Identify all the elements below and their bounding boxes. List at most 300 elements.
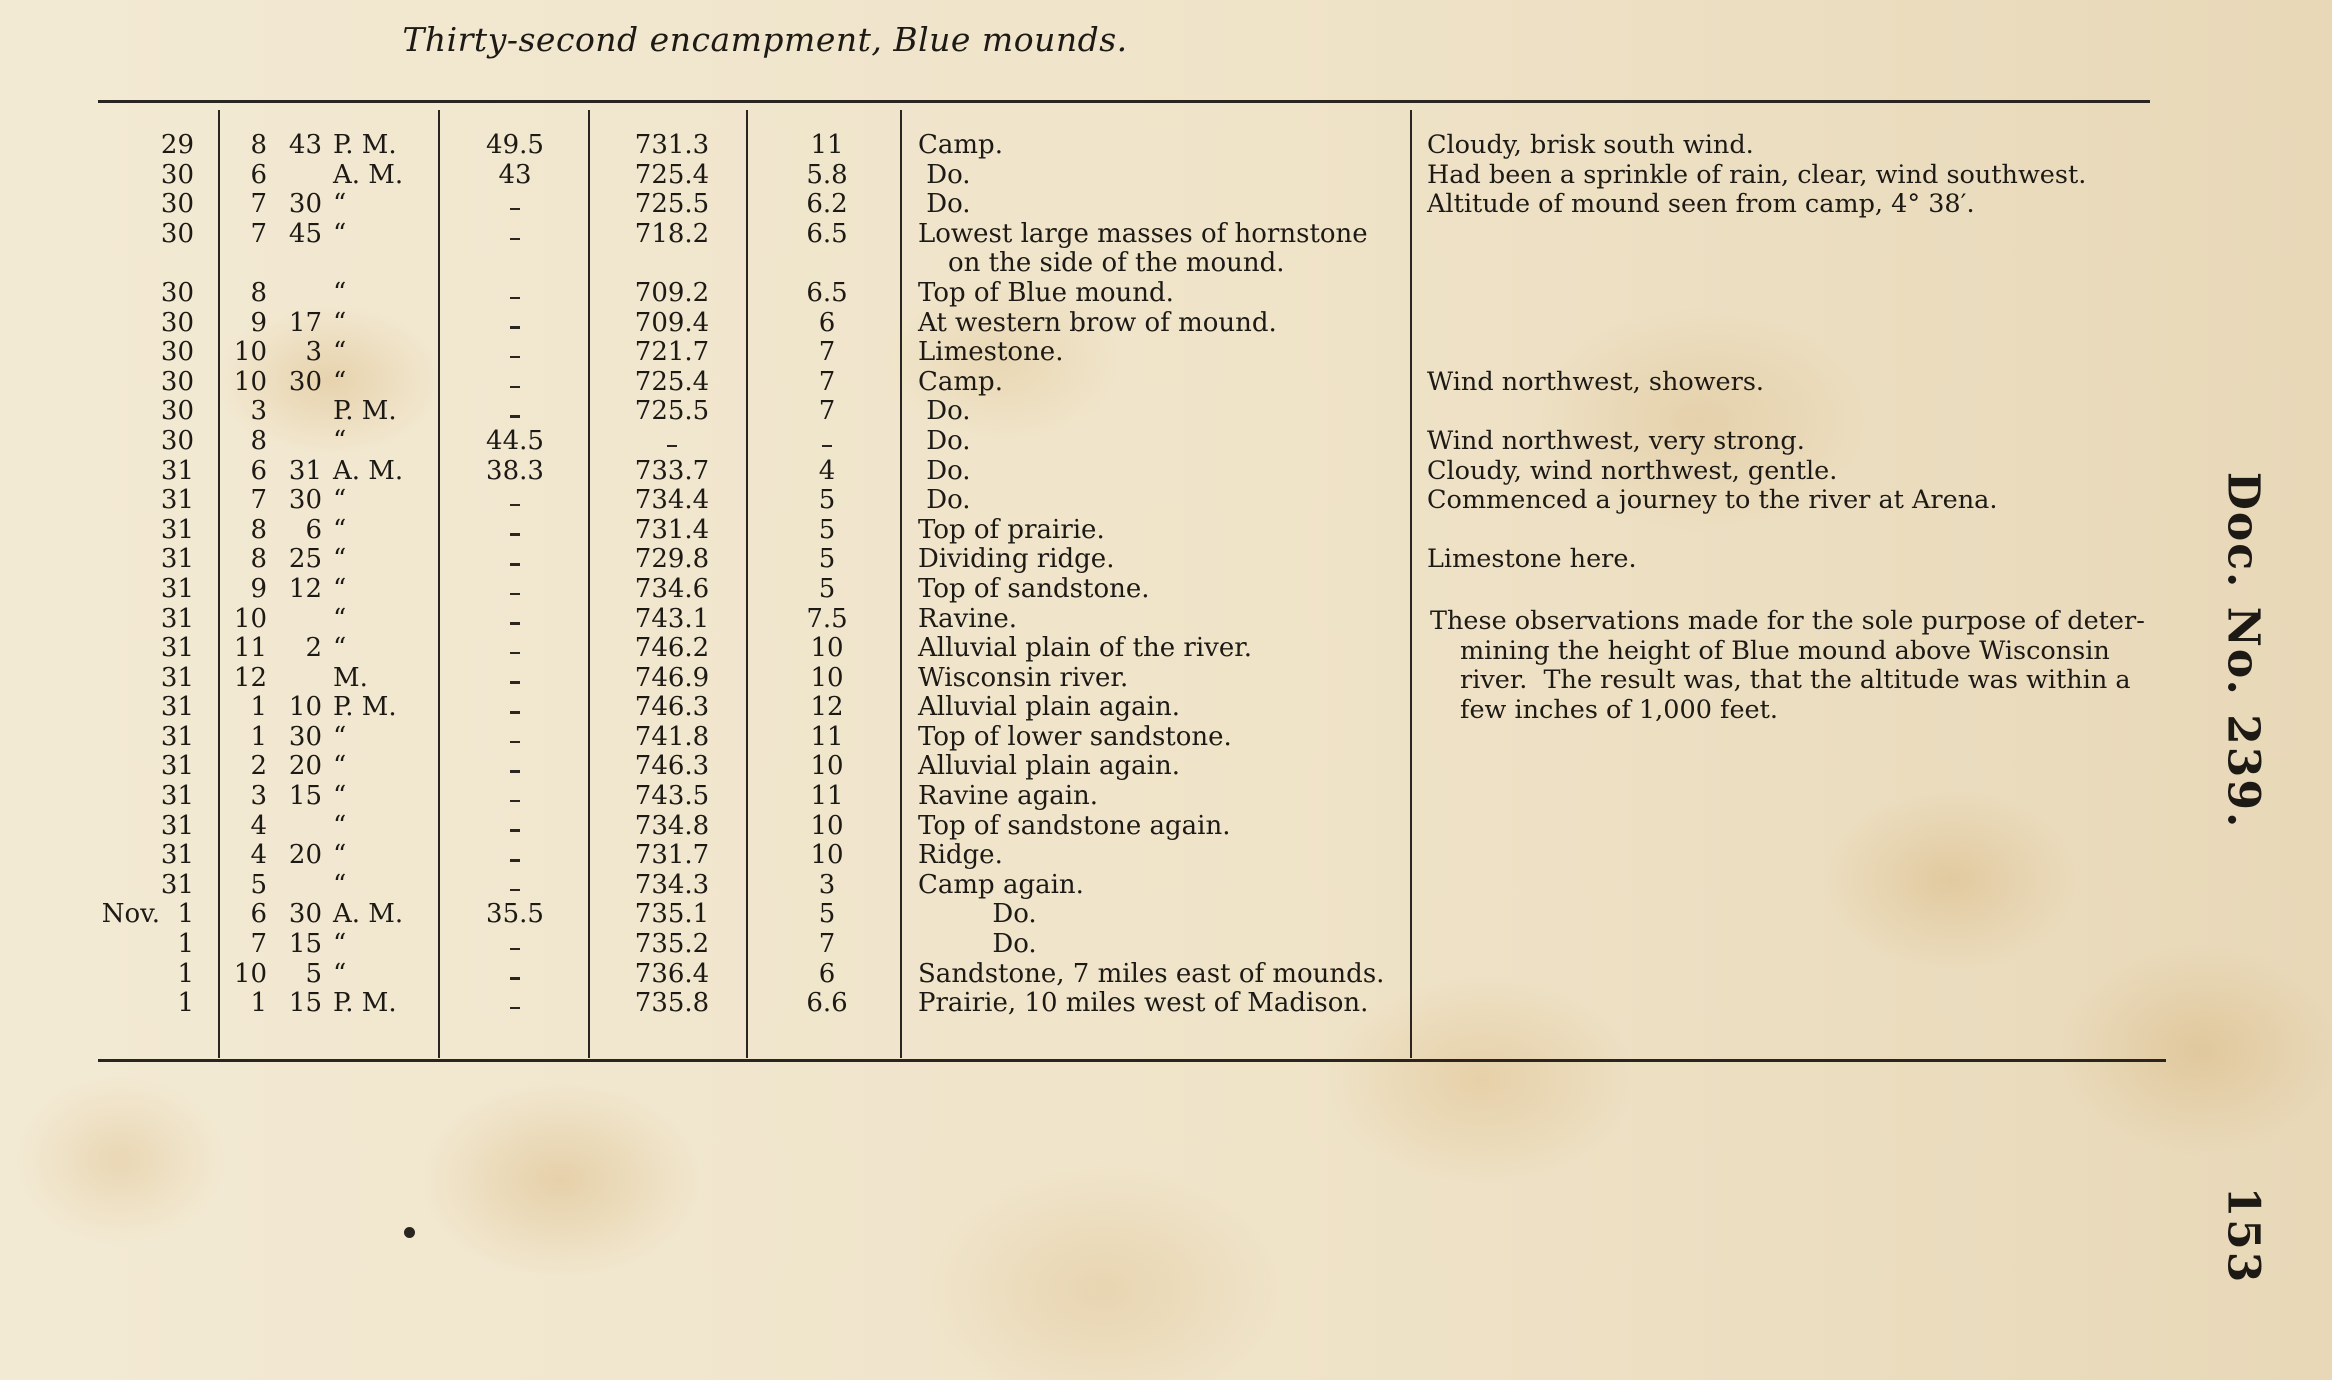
dash-mark — [510, 604, 520, 634]
attached-thermometer-cell: 7 — [818, 929, 836, 960]
place-text: Do. — [918, 929, 1037, 960]
table-row — [0, 338, 2332, 368]
thermometer-cell: 49.5 — [486, 130, 544, 160]
remark-cell: Cloudy, wind northwest, gentle. — [1427, 455, 1838, 486]
barometer-cell: 718.2 — [634, 218, 710, 249]
time-minute-cell: 10 — [288, 692, 322, 723]
place-text: Ridge. — [918, 840, 1003, 871]
place-text: Top of sandstone. — [918, 573, 1150, 604]
time-hour-cell: 8 — [250, 514, 267, 545]
time-minute-cell: 45 — [288, 218, 322, 249]
thermometer-cell — [440, 930, 590, 960]
attached-thermometer-cell: 7 — [818, 337, 836, 368]
dash-mark — [510, 633, 520, 663]
table-row — [0, 989, 2332, 1019]
attached-thermometer-cell: 5 — [818, 485, 836, 516]
table-row — [0, 812, 2332, 842]
page-title: Thirty-second encampment, Blue mounds. — [402, 20, 1128, 59]
time-meridiem-cell: “ — [333, 277, 347, 308]
dash-mark — [510, 663, 520, 693]
remark-cell: Wind northwest, very strong. — [1427, 425, 1805, 456]
thermometer-cell — [440, 338, 590, 368]
date-day-cell: 31 — [160, 633, 194, 664]
doc-number-text: Doc. No. 239. — [2217, 471, 2269, 829]
place-cell — [918, 634, 1252, 664]
attached-thermometer-cell: 6.5 — [806, 218, 848, 249]
time-minute-cell: 30 — [288, 721, 322, 752]
attached-thermometer-cell: 11 — [810, 721, 844, 752]
place-cell — [918, 752, 1180, 782]
time-meridiem-cell: “ — [333, 307, 347, 338]
dash-mark — [510, 544, 520, 574]
place-text: Alluvial plain again. — [918, 751, 1180, 782]
attached-thermometer-cell: 5 — [818, 514, 836, 545]
remark-cell: Cloudy, brisk south wind. — [1427, 130, 1754, 160]
dash-mark — [510, 692, 520, 722]
barometer-cell: 709.2 — [634, 277, 710, 308]
place-cell — [918, 723, 1232, 753]
remark-cell: Commenced a journey to the river at Arena. — [1427, 485, 1998, 516]
thermometer-cell — [440, 309, 590, 339]
time-hour-cell: 1 — [250, 692, 267, 723]
date-day-cell: 31 — [160, 573, 194, 604]
time-meridiem-cell: “ — [333, 810, 347, 841]
dash-mark — [667, 426, 677, 456]
time-minute-cell: 15 — [288, 781, 322, 812]
place-text: Camp again. — [918, 869, 1084, 900]
table-row — [0, 131, 2332, 161]
date-day-cell: 31 — [160, 810, 194, 841]
table-row — [0, 841, 2332, 871]
date-day-cell: 30 — [160, 396, 194, 427]
time-meridiem-cell: “ — [333, 485, 347, 516]
dash-mark — [822, 426, 832, 456]
thermometer-cell — [440, 368, 590, 398]
place-text: Do. — [918, 425, 971, 456]
place-cell — [918, 930, 1037, 960]
time-meridiem-cell: “ — [333, 337, 347, 368]
time-meridiem-cell: “ — [333, 366, 347, 397]
place-text: Top of Blue mound. — [918, 277, 1174, 308]
place-cell — [918, 575, 1150, 605]
place-cell — [918, 900, 1037, 930]
date-day-cell: 30 — [160, 337, 194, 368]
thermometer-cell — [440, 693, 590, 723]
thermometer-cell — [440, 989, 590, 1019]
barometer-cell: 725.5 — [634, 396, 710, 427]
time-hour-cell: 4 — [250, 840, 267, 871]
bottom-rule — [98, 1059, 2166, 1062]
dash-mark — [510, 515, 520, 545]
summary-remark — [1430, 607, 2170, 725]
place-cell — [918, 841, 1003, 871]
thermometer-cell — [440, 545, 590, 575]
barometer-cell: 746.3 — [634, 751, 710, 782]
table-row — [0, 309, 2332, 339]
time-meridiem-cell: A. M. — [333, 455, 404, 486]
attached-thermometer-cell: 7 — [818, 366, 836, 397]
time-meridiem-cell: A. M. — [333, 899, 404, 930]
attached-thermometer-cell: 4 — [818, 455, 836, 486]
place-cell — [918, 131, 1003, 161]
attached-thermometer-cell: 5 — [818, 573, 836, 604]
date-month-cell: Nov. — [101, 899, 160, 930]
time-minute-cell: 30 — [288, 485, 322, 516]
place-text: Do. — [918, 396, 971, 427]
place-text: Top of sandstone again. — [918, 810, 1231, 841]
place-cell — [918, 989, 1368, 1019]
place-text: Top of lower sandstone. — [918, 721, 1232, 752]
remark-cell: Had been a sprinkle of rain, clear, wind southwest. — [1427, 159, 2087, 190]
table-row — [0, 368, 2332, 398]
barometer-cell: 725.5 — [634, 189, 710, 220]
place-text: Ravine. — [918, 603, 1018, 634]
time-meridiem-cell: “ — [333, 189, 347, 220]
barometer-cell: 725.4 — [634, 366, 710, 397]
date-day-cell: 31 — [160, 692, 194, 723]
attached-thermometer-cell: 10 — [810, 810, 844, 841]
thermometer-cell — [440, 960, 590, 990]
table-row — [0, 486, 2332, 516]
barometer-cell: 746.2 — [634, 633, 710, 664]
place-cell — [918, 545, 1114, 575]
time-minute-cell: 17 — [288, 307, 322, 338]
attached-thermometer-cell: 7.5 — [806, 603, 848, 634]
dash-mark — [510, 751, 520, 781]
barometer-cell: 734.4 — [634, 485, 710, 516]
table-row — [0, 427, 2332, 457]
dash-mark — [510, 308, 520, 338]
attached-thermometer-cell: 7 — [818, 396, 836, 427]
remark-cell: Altitude of mound seen from camp, 4° 38′. — [1427, 189, 1975, 220]
date-day-cell: 31 — [160, 485, 194, 516]
page-number — [2198, 1185, 2288, 1285]
dash-mark — [510, 988, 520, 1018]
time-meridiem-cell: M. — [333, 662, 368, 693]
time-minute-cell: 20 — [288, 751, 322, 782]
place-text: Lowest large masses of hornstone — [918, 218, 1368, 249]
time-meridiem-cell: “ — [333, 633, 347, 664]
barometer-cell: 741.8 — [634, 721, 710, 752]
table-row — [0, 220, 2332, 279]
summary-remark-line: These observations made for the sole purpose of deter- — [1430, 606, 2145, 636]
time-hour-cell: 10 — [233, 603, 267, 634]
time-minute-cell: 30 — [288, 366, 322, 397]
place-text: Do. — [918, 485, 971, 516]
date-day-cell: 31 — [160, 781, 194, 812]
barometer-cell — [592, 427, 752, 457]
date-day-cell: 30 — [160, 159, 194, 190]
place-text: Do. — [918, 189, 971, 220]
time-hour-cell: 12 — [233, 662, 267, 693]
place-cell — [918, 397, 971, 427]
table-row — [0, 516, 2332, 546]
time-meridiem-cell: “ — [333, 751, 347, 782]
place-text: At western brow of mound. — [918, 307, 1277, 338]
time-hour-cell: 7 — [250, 929, 267, 960]
thermometer-cell — [440, 664, 590, 694]
time-hour-cell: 9 — [250, 573, 267, 604]
thermometer-cell — [440, 397, 590, 427]
date-day-cell: 31 — [160, 662, 194, 693]
time-minute-cell: 20 — [288, 840, 322, 871]
date-day-cell: 1 — [177, 929, 194, 960]
time-meridiem-cell: “ — [333, 425, 347, 456]
place-cell — [918, 368, 1003, 398]
table-row — [0, 575, 2332, 605]
table-row — [0, 960, 2332, 990]
place-cell — [918, 782, 1098, 812]
table-row — [0, 752, 2332, 782]
time-meridiem-cell: “ — [333, 218, 347, 249]
dash-mark — [510, 959, 520, 989]
dash-mark — [510, 367, 520, 397]
dash-mark — [510, 574, 520, 604]
barometer-cell: 709.4 — [634, 307, 710, 338]
table-row — [0, 545, 2332, 575]
thermometer-cell — [440, 486, 590, 516]
observations-table — [0, 131, 2332, 1019]
place-text-continued: on the side of the mound. — [948, 248, 1285, 279]
time-hour-cell: 6 — [250, 455, 267, 486]
barometer-cell: 731.4 — [634, 514, 710, 545]
summary-remark-line: few inches of 1,000 feet. — [1460, 694, 1779, 725]
thermometer-cell — [440, 516, 590, 546]
thermometer-cell — [440, 841, 590, 871]
table-row — [0, 723, 2332, 753]
time-hour-cell: 8 — [250, 130, 267, 160]
table-row — [0, 279, 2332, 309]
place-text: Do. — [918, 899, 1037, 930]
time-minute-cell: 6 — [305, 514, 322, 545]
time-meridiem-cell: “ — [333, 869, 347, 900]
thermometer-cell — [440, 812, 590, 842]
place-text: Alluvial plain of the river. — [918, 633, 1253, 664]
time-meridiem-cell: “ — [333, 721, 347, 752]
date-day-cell: 31 — [160, 751, 194, 782]
place-cell — [918, 338, 1063, 368]
remark-cell: Limestone here. — [1427, 544, 1637, 575]
attached-thermometer-cell: 6.6 — [806, 988, 848, 1019]
table-row — [0, 930, 2332, 960]
attached-thermometer-cell: 11 — [810, 130, 844, 160]
attached-thermometer-cell: 5 — [818, 899, 836, 930]
barometer-cell: 729.8 — [634, 544, 710, 575]
time-minute-cell: 43 — [288, 130, 322, 160]
time-hour-cell: 7 — [250, 218, 267, 249]
place-text: Limestone. — [918, 337, 1064, 368]
barometer-cell: 736.4 — [634, 958, 710, 989]
table-row — [0, 900, 2332, 930]
time-hour-cell: 8 — [250, 277, 267, 308]
barometer-cell: 735.1 — [634, 899, 710, 930]
thermometer-cell — [440, 723, 590, 753]
place-cell — [918, 486, 971, 516]
attached-thermometer-cell: 10 — [810, 633, 844, 664]
place-cell — [918, 190, 971, 220]
thermometer-cell: 38.3 — [486, 455, 544, 486]
barometer-cell: 734.8 — [634, 810, 710, 841]
barometer-cell: 746.9 — [634, 662, 710, 693]
place-cell — [918, 220, 1368, 279]
time-minute-cell: 25 — [288, 544, 322, 575]
place-text: Camp. — [918, 366, 1003, 397]
doc-number-label — [2198, 471, 2288, 829]
place-text: Alluvial plain again. — [918, 692, 1180, 723]
attached-thermometer-cell: 6 — [818, 307, 836, 338]
time-minute-cell: 12 — [288, 573, 322, 604]
dash-mark — [510, 219, 520, 249]
time-minute-cell: 5 — [305, 958, 322, 989]
time-hour-cell: 3 — [250, 781, 267, 812]
thermometer-cell — [440, 752, 590, 782]
attached-thermometer-cell: 10 — [810, 840, 844, 871]
time-hour-cell: 1 — [250, 721, 267, 752]
dash-mark — [510, 278, 520, 308]
place-cell — [918, 960, 1384, 990]
remark-cell: Wind northwest, showers. — [1427, 366, 1765, 397]
attached-thermometer-cell: 11 — [810, 781, 844, 812]
barometer-cell: 743.5 — [634, 781, 710, 812]
time-hour-cell: 9 — [250, 307, 267, 338]
barometer-cell: 734.3 — [634, 869, 710, 900]
place-cell — [918, 605, 1017, 635]
thermometer-cell: 43 — [498, 159, 532, 190]
thermometer-cell — [440, 279, 590, 309]
date-day-cell: 30 — [160, 277, 194, 308]
place-cell — [918, 457, 971, 487]
date-day-cell: 31 — [160, 721, 194, 752]
thermometer-cell — [440, 605, 590, 635]
barometer-cell: 731.7 — [634, 840, 710, 871]
barometer-cell: 721.7 — [634, 337, 710, 368]
time-hour-cell: 8 — [250, 544, 267, 575]
date-day-cell: 29 — [160, 130, 194, 160]
time-hour-cell: 10 — [233, 958, 267, 989]
time-hour-cell: 3 — [250, 396, 267, 427]
date-day-cell: 31 — [160, 840, 194, 871]
table-row — [0, 190, 2332, 220]
time-meridiem-cell: “ — [333, 544, 347, 575]
thermometer-cell — [440, 871, 590, 901]
time-minute-cell: 30 — [288, 899, 322, 930]
time-minute-cell: 15 — [288, 929, 322, 960]
dash-mark — [510, 781, 520, 811]
attached-thermometer-cell: 3 — [818, 869, 836, 900]
date-day-cell: 1 — [177, 988, 194, 1019]
date-day-cell: 30 — [160, 366, 194, 397]
summary-remark-line: river. The result was, that the altitude was within a — [1460, 665, 2131, 696]
time-meridiem-cell: “ — [333, 573, 347, 604]
date-day-cell: 1 — [177, 958, 194, 989]
attached-thermometer-cell: 5 — [818, 544, 836, 575]
attached-thermometer-cell: 6 — [818, 958, 836, 989]
dash-mark — [510, 722, 520, 752]
place-cell — [918, 309, 1277, 339]
barometer-cell: 735.2 — [634, 929, 710, 960]
barometer-cell: 733.7 — [634, 455, 710, 486]
dash-mark — [510, 396, 520, 426]
table-row — [0, 161, 2332, 191]
thermometer-cell — [440, 575, 590, 605]
time-hour-cell: 10 — [233, 366, 267, 397]
ink-blot — [404, 1227, 415, 1238]
thermometer-cell — [440, 220, 590, 250]
time-hour-cell: 2 — [250, 751, 267, 782]
attached-thermometer-cell: 10 — [810, 751, 844, 782]
dash-mark — [510, 189, 520, 219]
time-minute-cell: 31 — [288, 455, 322, 486]
attached-thermometer-cell: 6.5 — [806, 277, 848, 308]
time-minute-cell: 30 — [288, 189, 322, 220]
thermometer-cell — [440, 634, 590, 664]
time-hour-cell: 6 — [250, 159, 267, 190]
place-cell — [918, 427, 971, 457]
place-cell — [918, 516, 1105, 546]
barometer-cell: 746.3 — [634, 692, 710, 723]
dash-mark — [510, 870, 520, 900]
place-cell — [918, 812, 1230, 842]
dash-mark — [510, 840, 520, 870]
date-day-cell: 31 — [160, 544, 194, 575]
time-hour-cell: 5 — [250, 869, 267, 900]
place-text: Top of prairie. — [918, 514, 1105, 545]
date-day-cell: 30 — [160, 425, 194, 456]
dash-mark — [510, 811, 520, 841]
date-day-cell: 31 — [160, 455, 194, 486]
time-hour-cell: 11 — [233, 633, 267, 664]
time-hour-cell: 10 — [233, 337, 267, 368]
time-meridiem-cell: “ — [333, 781, 347, 812]
time-minute-cell: 15 — [288, 988, 322, 1019]
time-meridiem-cell: A. M. — [333, 159, 404, 190]
dash-mark — [510, 337, 520, 367]
place-cell — [918, 664, 1128, 694]
date-day-cell: 1 — [177, 899, 194, 930]
dash-mark — [510, 485, 520, 515]
thermometer-cell: 44.5 — [486, 425, 544, 456]
attached-thermometer-cell: 5.8 — [806, 159, 848, 190]
date-day-cell: 30 — [160, 307, 194, 338]
time-meridiem-cell: “ — [333, 958, 347, 989]
barometer-cell: 735.8 — [634, 988, 710, 1019]
place-text: Sandstone, 7 miles east of mounds. — [918, 958, 1385, 989]
table-row — [0, 782, 2332, 812]
date-day-cell: 30 — [160, 189, 194, 220]
time-meridiem-cell: P. M. — [333, 396, 397, 427]
place-text: Ravine again. — [918, 781, 1099, 812]
date-day-cell: 31 — [160, 514, 194, 545]
time-meridiem-cell: P. M. — [333, 130, 397, 160]
thermometer-cell: 35.5 — [486, 899, 544, 930]
time-meridiem-cell: P. M. — [333, 988, 397, 1019]
dash-mark — [510, 929, 520, 959]
summary-remark-line: mining the height of Blue mound above Wisconsin — [1460, 635, 2110, 666]
thermometer-cell — [440, 190, 590, 220]
attached-thermometer-cell: 12 — [810, 692, 844, 723]
attached-thermometer-cell: 10 — [810, 662, 844, 693]
time-meridiem-cell: “ — [333, 603, 347, 634]
place-cell — [918, 161, 971, 191]
place-text: Do. — [918, 455, 971, 486]
barometer-cell: 743.1 — [634, 603, 710, 634]
place-text: Prairie, 10 miles west of Madison. — [918, 988, 1369, 1019]
barometer-cell: 734.6 — [634, 573, 710, 604]
thermometer-cell — [440, 782, 590, 812]
place-cell — [918, 693, 1180, 723]
table-row — [0, 397, 2332, 427]
time-minute-cell: 3 — [305, 337, 322, 368]
